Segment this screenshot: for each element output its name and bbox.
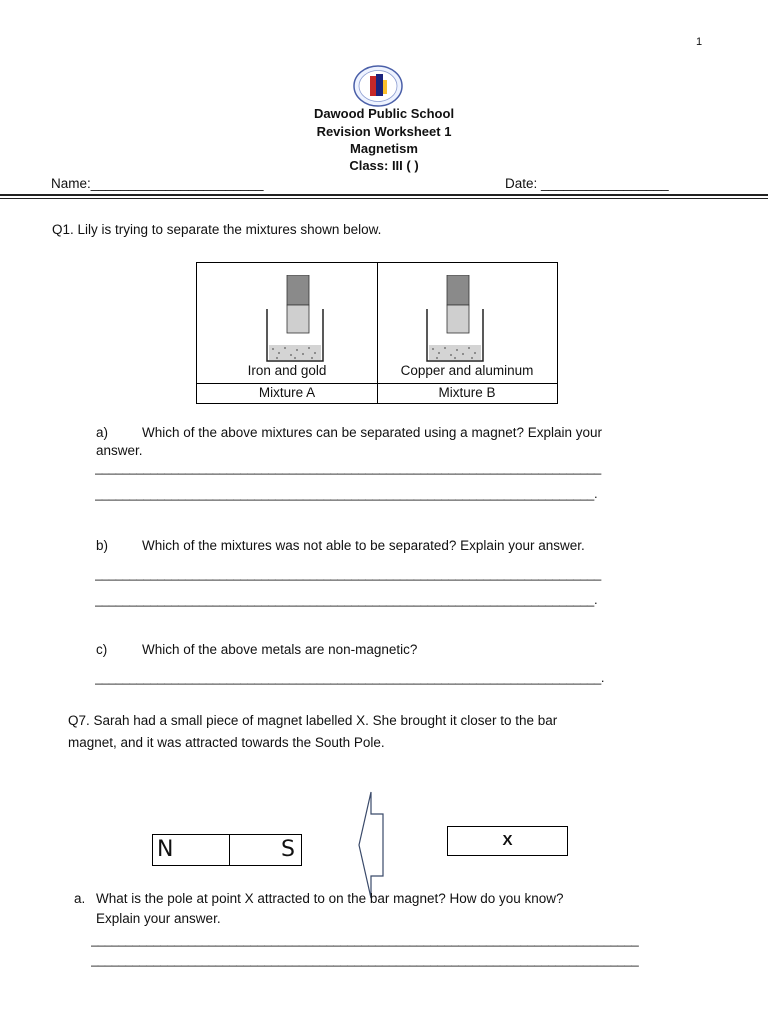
school-name: Dawood Public School <box>313 106 455 121</box>
date-field: Date: _________________ <box>505 176 669 191</box>
part-a-letter: a) <box>96 425 109 440</box>
answer-line[interactable]: _________________________________________________________________________ <box>95 460 601 475</box>
answer-line[interactable]: _______________________________________________________________________________ <box>91 952 639 967</box>
south-pole-label: S <box>281 837 295 862</box>
part-c-letter: c) <box>96 642 108 657</box>
q1-prompt: Q1. Lily is trying to separate the mixtures shown below. <box>52 222 382 237</box>
answer-line[interactable]: ________________________________________________________________________. <box>95 486 598 501</box>
table-row-divider <box>197 383 557 384</box>
name-field: Name:_______________________ <box>51 176 264 191</box>
beaker-magnet-b <box>417 275 497 365</box>
part-b-letter: b) <box>96 538 109 553</box>
answer-line[interactable]: _______________________________________________________________________________ <box>91 932 639 947</box>
school-logo <box>352 64 404 108</box>
part-c-question: Which of the above metals are non-magnetic? <box>142 642 418 657</box>
q7-part-a-question-cont: Explain your answer. <box>96 911 221 926</box>
q7-part-a-letter: a. <box>74 891 86 906</box>
q7-prompt-line1: Q7. Sarah had a small piece of magnet labelled X. She brought it closer to the bar <box>68 713 558 728</box>
beaker-magnet-a <box>257 275 337 365</box>
table-column-divider <box>377 263 378 403</box>
part-a-question-cont: answer. <box>96 443 143 458</box>
mixture-a-label: Mixture A <box>258 385 316 400</box>
mixture-b-contents: Copper and aluminum <box>400 363 534 378</box>
mixtures-table <box>196 262 558 404</box>
part-b-question: Which of the mixtures was not able to be separated? Explain your answer. <box>142 538 585 553</box>
header-rule-thin <box>0 198 768 199</box>
answer-line[interactable]: _________________________________________________________________________ <box>95 566 601 581</box>
arrow-left-icon <box>355 790 389 900</box>
page-number: 1 <box>696 36 703 48</box>
bar-magnet <box>152 834 302 866</box>
class-label: Class: III ( ) <box>349 158 419 173</box>
worksheet-title: Revision Worksheet 1 <box>316 124 452 139</box>
magnet-x-box: X <box>447 826 568 856</box>
part-a-question: Which of the above mixtures can be separated using a magnet? Explain your <box>142 425 603 440</box>
answer-line[interactable]: ________________________________________________________________________. <box>95 592 598 607</box>
header-rule <box>0 194 768 196</box>
answer-line[interactable]: _________________________________________________________________________. <box>95 670 605 685</box>
north-pole-label: N <box>157 837 174 862</box>
mixture-a-contents: Iron and gold <box>247 363 327 378</box>
magnet-divider <box>229 835 230 865</box>
subject-title: Magnetism <box>350 141 418 156</box>
mixture-b-label: Mixture B <box>438 385 496 400</box>
q7-prompt-line2: magnet, and it was attracted towards the South Pole. <box>68 735 385 750</box>
q7-part-a-question: What is the pole at point X attracted to on the bar magnet? How do you know? <box>96 891 564 906</box>
